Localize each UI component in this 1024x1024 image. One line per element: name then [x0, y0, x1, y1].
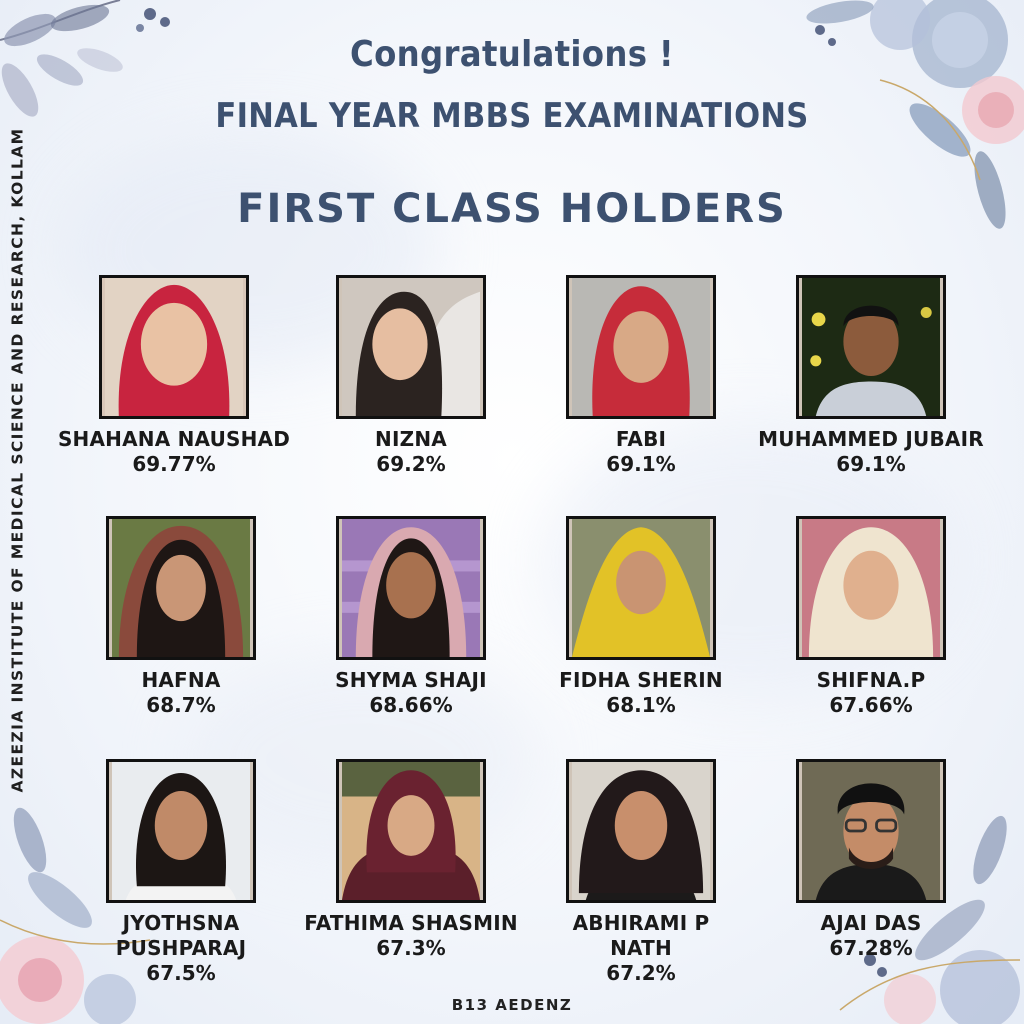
student-photo: [99, 275, 249, 419]
student-photo: [796, 759, 946, 903]
student-percentage: 67.5%: [146, 961, 216, 985]
student-name: MUHAMMED JUBAIR: [758, 427, 984, 451]
student-name: HAFNA: [141, 668, 221, 692]
student-card: [56, 516, 306, 718]
student-photo: [336, 516, 486, 660]
student-photo: [566, 516, 716, 660]
congratulations-heading: Congratulations !: [350, 34, 674, 75]
student-name: FABI: [615, 427, 667, 451]
student-photo: [796, 516, 946, 660]
student-photo: [106, 759, 256, 903]
student-percentage: 69.1%: [836, 452, 906, 476]
student-name: SHAHANA NAUSHAD: [57, 427, 291, 451]
student-card: [49, 275, 299, 477]
student-card: [56, 759, 306, 986]
student-name: NIZNA: [375, 427, 447, 451]
student-name: ABHIRAMI P NATH: [572, 911, 710, 960]
student-name: FIDHA SHERIN: [559, 668, 723, 692]
student-photo: [106, 516, 256, 660]
batch-footer: B13 AEDENZ: [451, 996, 573, 1014]
student-name: SHIFNA.P: [816, 668, 926, 692]
student-photo: [566, 759, 716, 903]
student-percentage: 69.77%: [132, 452, 216, 476]
exam-title: FINAL YEAR MBBS EXAMINATIONS: [215, 96, 809, 136]
student-card: [516, 759, 766, 986]
student-photo: [566, 275, 716, 419]
student-card: [746, 759, 996, 961]
student-percentage: 69.2%: [376, 452, 446, 476]
student-percentage: 68.7%: [146, 693, 216, 717]
student-name: AJAI DAS: [820, 911, 922, 935]
student-name: JYOTHSNA PUSHPARAJ: [115, 911, 247, 960]
first-class-holders-title: FIRST CLASS HOLDERS: [237, 186, 787, 232]
student-percentage: 69.1%: [606, 452, 676, 476]
student-percentage: 67.66%: [829, 693, 913, 717]
student-photo: [336, 759, 486, 903]
student-card: [286, 275, 536, 477]
student-card: [516, 275, 766, 477]
student-percentage: 67.3%: [376, 936, 446, 960]
student-photo: [336, 275, 486, 419]
student-name: FATHIMA SHASMIN: [304, 911, 518, 935]
student-percentage: 68.66%: [369, 693, 453, 717]
student-percentage: 68.1%: [606, 693, 676, 717]
student-card: [286, 516, 536, 718]
student-percentage: 67.2%: [606, 961, 676, 985]
student-card: [516, 516, 766, 718]
student-card: [746, 275, 996, 477]
student-card: [286, 759, 536, 961]
institution-name: AZEEZIA INSTITUTE OF MEDICAL SCIENCE AND RESEARCH, KOLLAM: [8, 127, 27, 793]
student-name: SHYMA SHAJI: [335, 668, 487, 692]
student-photo: [796, 275, 946, 419]
student-percentage: 67.28%: [829, 936, 913, 960]
student-card: [746, 516, 996, 718]
